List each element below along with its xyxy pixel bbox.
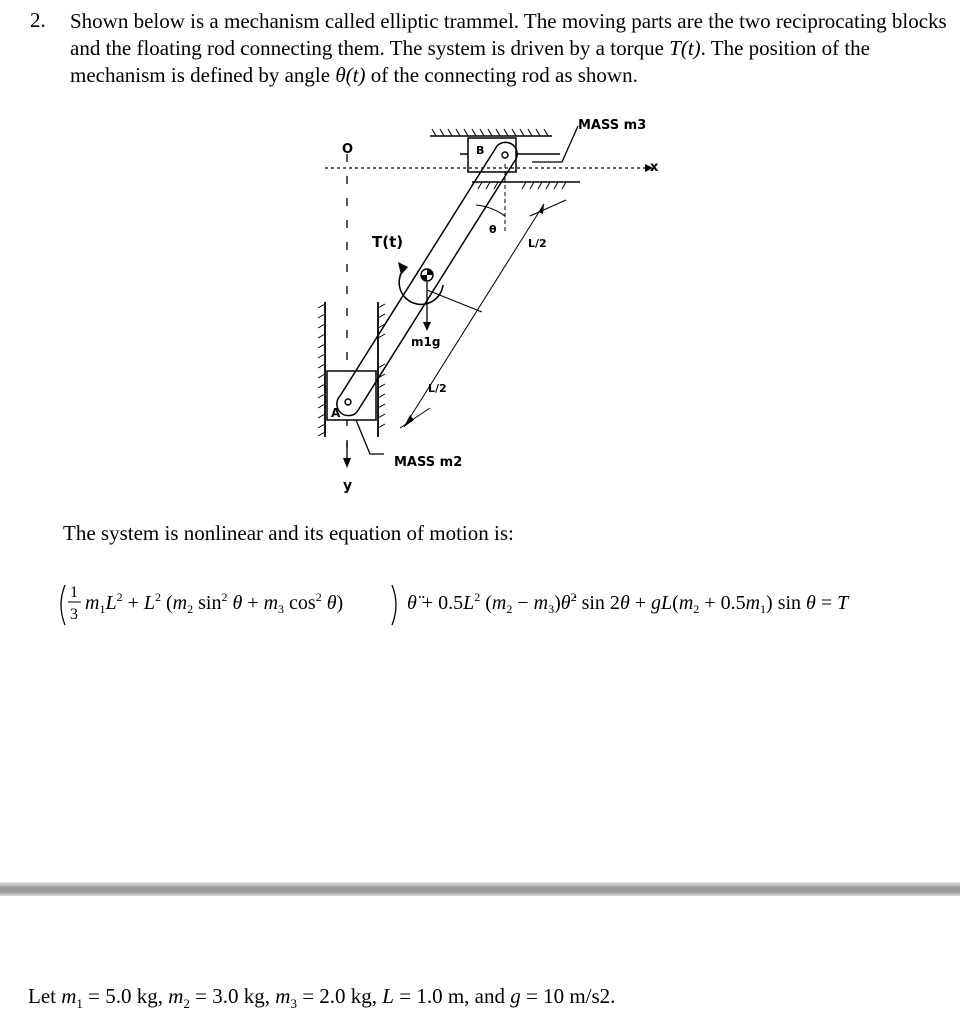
label-half-length-bottom: L/2 [428, 382, 447, 395]
problem-number: 2. [30, 8, 46, 32]
label-y-axis: y [343, 478, 353, 494]
given-values: Let $m_1 = 5.0$ kg, $m_2 = 3.0$ kg, $m_3 = 2.0$ kg, L = 1.0 m, and g = 10 m/s2. [28, 984, 616, 1012]
elliptic-trammel-diagram [300, 112, 680, 497]
svg-text:1: 1 [70, 584, 78, 601]
equation-svg [55, 575, 955, 635]
length-value: 1.0 [416, 984, 443, 1008]
label-b: B [476, 144, 485, 157]
problem-text: Shown below is a mechanism called elliptic trammel. The moving parts are the two reciprocating blocks and the floating rod connecting them. The system is driven by a torque T(t). The position of the mechanism is defined by angle θ(t) of the connecting rod as shown. [70, 9, 947, 87]
label-origin: O [342, 142, 354, 157]
pin-a [345, 399, 351, 405]
dimension-line [404, 204, 544, 427]
m2-value: 3.0 [212, 984, 239, 1008]
label-weight: m1g [411, 335, 441, 349]
m3-value: 2.0 [319, 984, 346, 1008]
label-a: A [331, 406, 341, 420]
label-torque: T(t) [372, 233, 404, 251]
svg-text:3: 3 [70, 606, 78, 623]
intro-text: The system is nonlinear and its equation of motion is: [63, 521, 514, 545]
label-x-axis: x [650, 160, 659, 175]
top-ground-hatch [432, 129, 548, 136]
label-theta: θ [489, 223, 497, 236]
m1-value: 5.0 [105, 984, 132, 1008]
pin-b [502, 152, 508, 158]
torque-symbol: T(t) [669, 36, 701, 60]
label-mass-m3: MASS m3 [578, 118, 647, 133]
svg-text:θ̈ + 0.5L2 (m2 − m3)θ̇2 sin 2θ: θ̈ + $0.5L^2$ ($m_2$ − $m_3)\thetȧ^2$ $\sin 2\theta + gL(m_2 + 0.5m_1)$ sin θ = T [407, 590, 849, 616]
svg-text:m1L2 + L2 (m2 sin2 θ + m3 cos2: $m_1L^2 + L^2$ ($m_2$ $\sin^2 \theta + m_3$ $\cos^2 \theta$) [85, 590, 344, 616]
section-divider [0, 882, 960, 896]
label-mass-m2: MASS m2 [394, 455, 463, 470]
angle-symbol: θ(t) [335, 63, 366, 87]
equation-of-motion [55, 575, 955, 635]
label-half-length-top: L/2 [528, 237, 547, 250]
y-axis-arrow [343, 458, 351, 468]
g-value: 10 [543, 984, 565, 1008]
diagram-svg [300, 112, 680, 497]
